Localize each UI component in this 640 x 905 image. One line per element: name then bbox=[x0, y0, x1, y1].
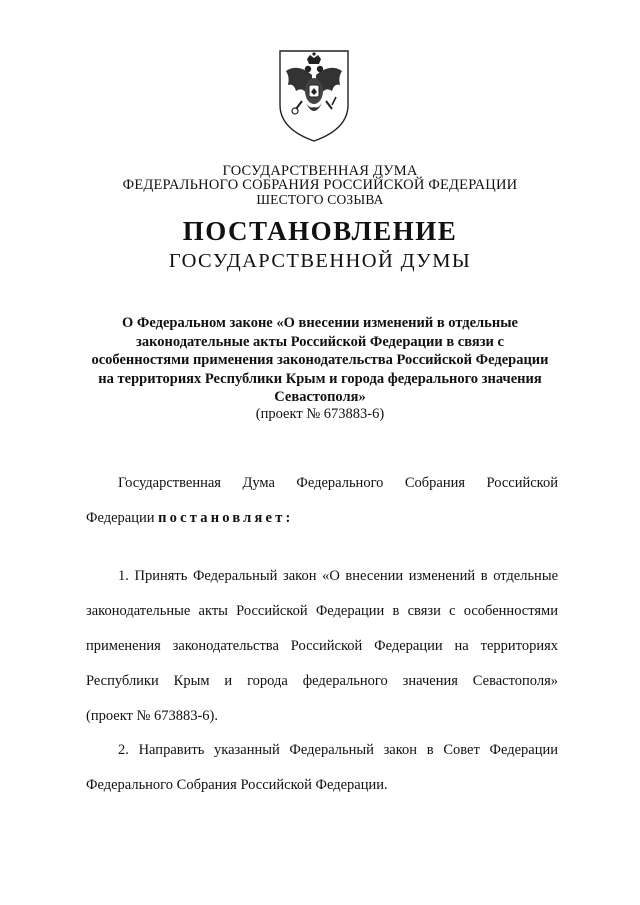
item-1-line: 1. Принять Федеральный закон «О внесении изменений в отдельные bbox=[118, 568, 558, 584]
item-2-line: Федерального Собрания Российской Федерации. bbox=[86, 777, 388, 793]
item-2-line: 2. Направить указанный Федеральный закон в Совет Федерации bbox=[118, 742, 558, 758]
subject-line: на территориях Республики Крым и города федерального значения bbox=[98, 370, 542, 387]
preamble-line: Государственная Дума Федерального Собрания Российской bbox=[118, 475, 558, 491]
item-1-line: законодательные акты Российской Федерации в связи с особенностями bbox=[86, 603, 558, 619]
item-1-line: Республики Крым и города федерального значения Севастополя» bbox=[86, 673, 558, 689]
resolves-word: постановляет: bbox=[158, 510, 294, 526]
draft-number: (проект № 673883-6) bbox=[255, 406, 385, 422]
subject-line: особенностями применения законодательства Российской Федерации bbox=[91, 352, 549, 368]
document-type: ПОСТАНОВЛЕНИЕ bbox=[182, 216, 458, 246]
org-line-2: ФЕДЕРАЛЬНОГО СОБРАНИЯ РОССИЙСКОЙ ФЕДЕРАЦИИ bbox=[122, 177, 518, 193]
document-subject bbox=[60, 314, 580, 407]
coat-of-arms-icon bbox=[272, 45, 356, 145]
item-1-line: (проект № 673883-6). bbox=[86, 708, 219, 724]
subject-line: О Федеральном законе «О внесении изменений в отдельные bbox=[122, 315, 518, 331]
subject-line: законодательные акты Российской Федерации в связи с bbox=[136, 333, 504, 350]
document-issuer: ГОСУДАРСТВЕННОЙ ДУМЫ bbox=[168, 250, 472, 272]
subject-line: Севастополя» bbox=[274, 389, 366, 405]
preamble-line bbox=[86, 510, 294, 527]
convocation: ШЕСТОГО СОЗЫВА bbox=[256, 192, 384, 207]
item-1-line: применения законодательства Российской Федерации на территориях bbox=[86, 638, 558, 654]
org-line-1: ГОСУДАРСТВЕННАЯ ДУМА bbox=[222, 163, 418, 179]
preamble-text: Федерации bbox=[86, 510, 155, 526]
